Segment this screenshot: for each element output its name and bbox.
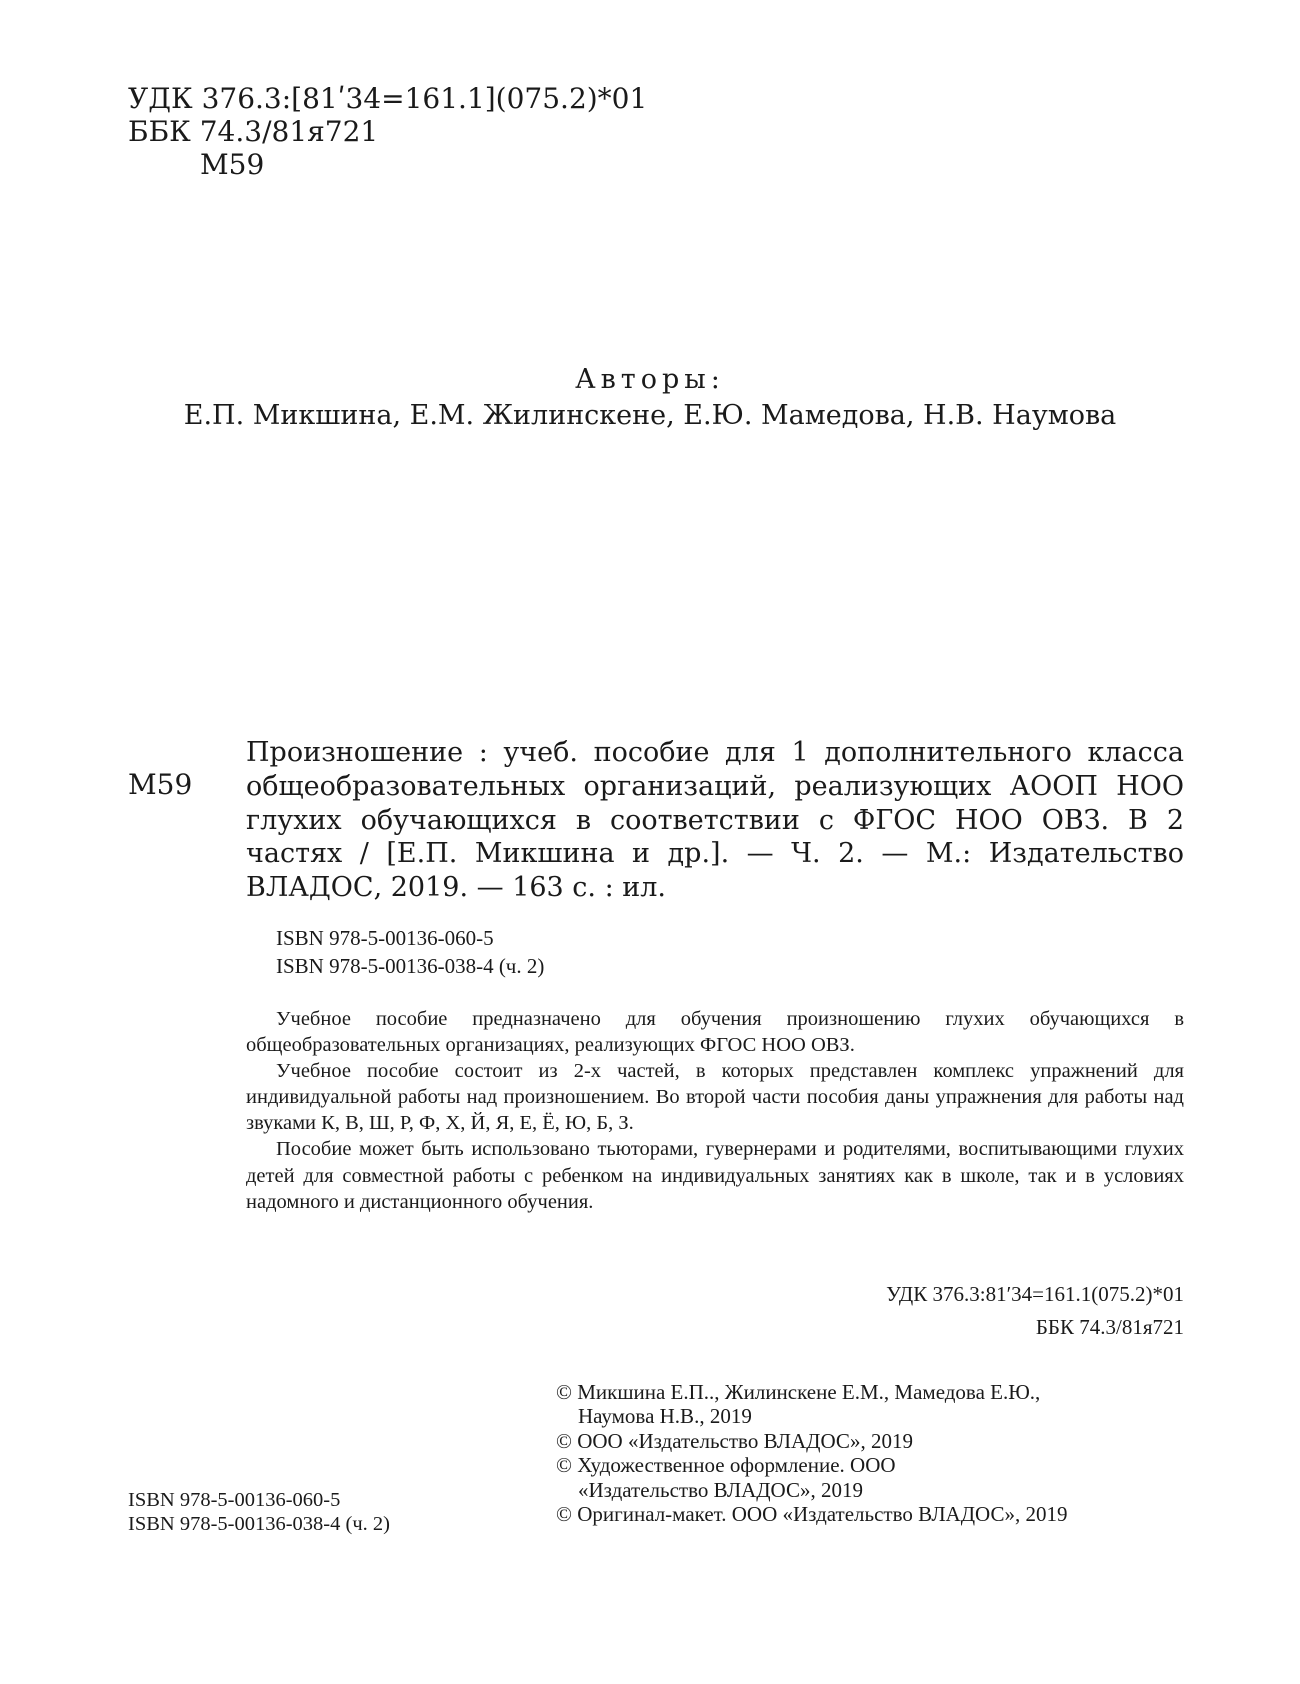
bottom-isbn-list: [128, 1488, 390, 1536]
classification-block: [886, 1278, 1184, 1344]
isbn-item: ISBN 978-5-00136-038-4 (ч. 2): [128, 1513, 390, 1535]
bibliographic-description: [246, 736, 1184, 905]
copyright-line: © ООО «Издательство ВЛАДОС», 2019: [556, 1428, 913, 1453]
copyright-notices: [556, 1380, 1168, 1526]
isbn-list: [276, 924, 544, 980]
isbn-item: ISBN 978-5-00136-060-5: [128, 1489, 341, 1511]
annotation-paragraph: Учебное пособие состоит из 2-х частей, в которых представлен комплекс упражнений для индивидуальной работы над произношением. Во второй части пособия даны упражнения для работы над звуками К, В, Ш, Р, Ф, Х, Й, Я, Е, Ё, Ю, Б, З.: [246, 1060, 1184, 1135]
header-udk: УДК 376.3:[81ʹ34=161.1](075.2)*01: [128, 82, 648, 115]
catalog-author-mark: М59: [128, 768, 193, 801]
authors-names: Е.П. Микшина, Е.М. Жилинскене, Е.Ю. Мамедова, Н.В. Наумова: [183, 400, 1117, 431]
annotation-paragraph: Учебное пособие предназначено для обучения произношению глухих обучающихся в общеобразовательных организациях, реализующих ФГОС НОО ОВЗ.: [246, 1008, 1184, 1057]
isbn-item: ISBN 978-5-00136-060-5: [276, 926, 494, 950]
copyright-line: © Оригинал-макет. ООО «Издательство ВЛАДОС», 2019: [556, 1502, 1068, 1527]
annotation-paragraph: Пособие может быть использовано тьюторами, гувернерами и родителями, воспитывающими глухих детей для совместной работы с ребенком на индивидуальных занятиях как в школе, так и в условиях надомного и дистанционного обучения.: [246, 1138, 1184, 1213]
bibliographic-text: Произношение : учеб. пособие для 1 дополнительного класса общеобразовательных организаций, реализующих АООП НОО глухих обучающихся в соответствии с ФГОС НОО ОВЗ. В 2 частях / [Е.П. Микшина и др.]. — Ч. 2. — М.: Издательство ВЛАДОС, 2019. — 163 с. : ил.: [246, 737, 1184, 904]
authors-heading: Авторы:: [575, 364, 725, 395]
header-bbk: ББК 74.3/81я721: [128, 115, 379, 148]
copyright-line: © Художественное оформление. ООО «Издательство ВЛАДОС», 2019: [556, 1453, 896, 1502]
authors-block: [0, 362, 1300, 434]
classification-udk: УДК 376.3:81ʹ34=161.1(075.2)*01: [886, 1282, 1184, 1306]
copyright-line: © Микшина Е.П.., Жилинскене Е.М., Мамедова Е.Ю., Наумова Н.В., 2019: [556, 1380, 1041, 1429]
annotation: [246, 1006, 1184, 1215]
isbn-item: ISBN 978-5-00136-038-4 (ч. 2): [276, 954, 545, 978]
header-author-mark: М59: [200, 148, 265, 181]
header-classification: [128, 82, 647, 181]
classification-bbk: ББК 74.3/81я721: [1035, 1315, 1184, 1339]
